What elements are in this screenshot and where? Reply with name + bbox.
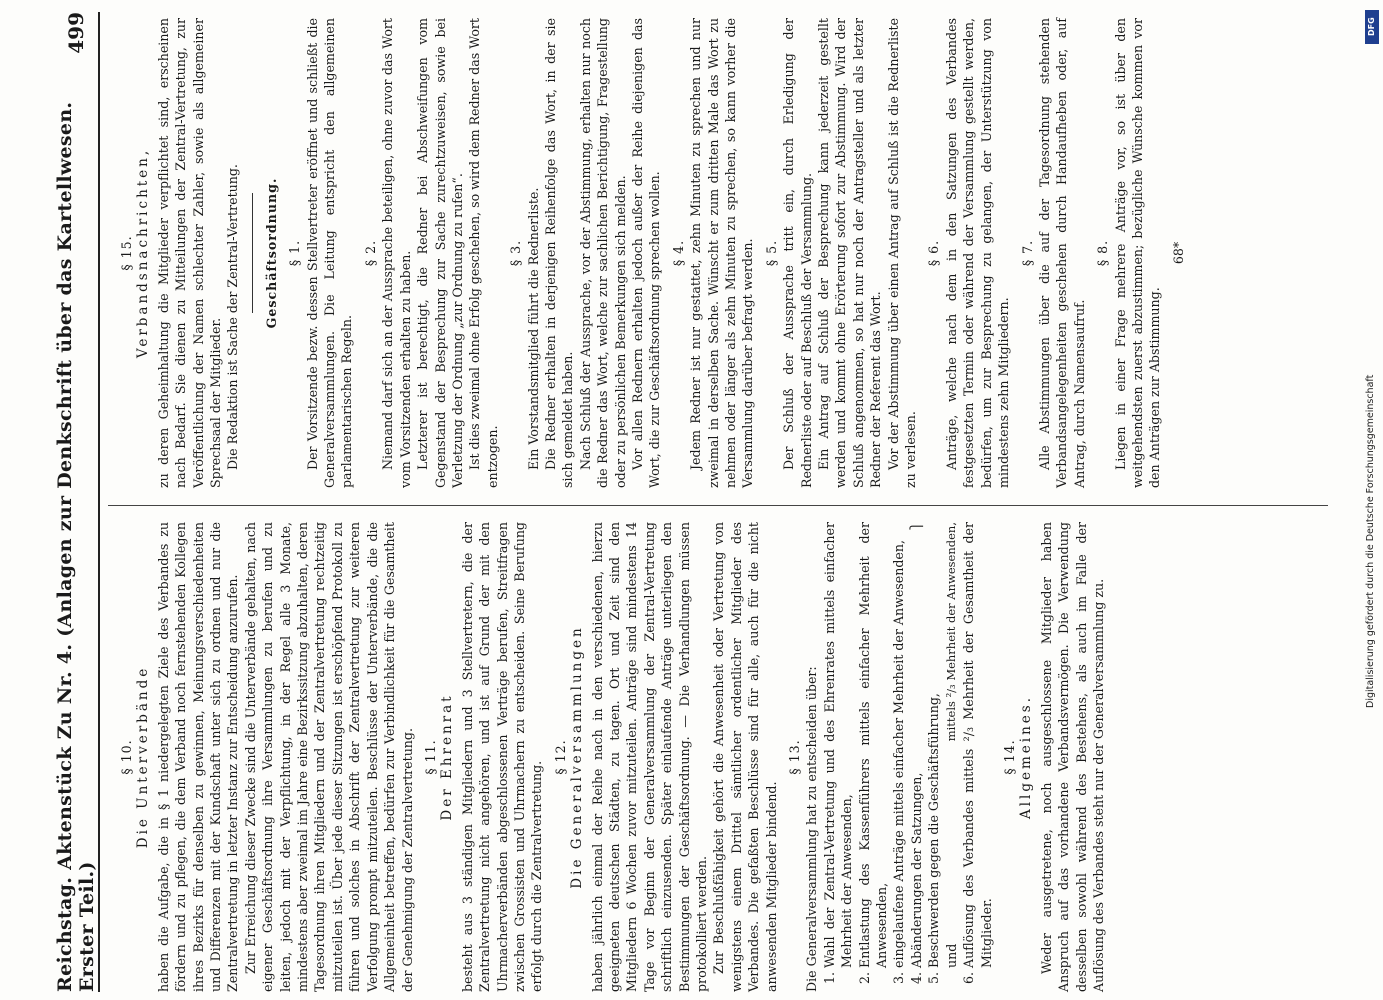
list-item: 3. eingelaufene Anträge mittels einfacher Mehrheit der Anwesenden, [890, 522, 907, 968]
page-header [54, 12, 100, 992]
paragraph: Die Generalversammlung hat zu entscheiden über: [804, 666, 820, 992]
list-item: 5. Beschwerden gegen die Geschäftsführung, mittels ²/₃ Mehrheit der Anwesenden, [925, 522, 942, 968]
paragraph: Vor allen Rednern erhalten jedoch außer der Reihe diejenigen das Wort, die zur Geschäftsordnung sprechen wollen. [629, 18, 663, 488]
section-title: Verbandsnachrichten, [135, 147, 152, 359]
section-number: § 10. [119, 739, 134, 775]
paragraph: haben die Aufgabe, die in § 1 niedergelegten Ziele des Verbandes zu fördern und zu pflegen, die dem Verband noch fernstehenden Kollegen ihres Bezirks für denselben zu gewinnen, Meinungsverschiedenheiten und Differenzen mit der Kundschaft unter sich zu ordnen und nur die Zentralvertretung in letzter Instanz zur Entscheidung anzurufen. [155, 522, 241, 992]
section-number: § 13. [787, 739, 803, 775]
paragraph: Zur Beschlußfähigkeit gehört die Anwesenheit oder Vertretung von wenigstens einem Drittel sämtlicher ordentlicher Mitglieder des Verbandes. Die gefaßten Beschlüsse sind für alle, auch für die nicht anwesenden Mitglieder bindend. [711, 522, 779, 992]
separator-rule [252, 193, 253, 313]
paragraph: Weder ausgetretene, noch ausgeschlossene Mitglieder haben Anspruch auf das vorhandene Verbandsvermögen. Die Verwendung desselben sowohl während des Bestehens, als auch im Falle der Auflösung des Verbandes steht nur der Generalversammlung zu. [1038, 522, 1106, 992]
paragraph: Ein Vorstandsmitglied führt die Rednerliste. [525, 187, 541, 470]
section-number: § 2. [362, 239, 378, 267]
signature-mark: 68* [1170, 241, 1186, 265]
paragraph: Nach Schluß der Aussprache, vor der Abstimmung, erhalten nur noch die Redner das Wort, welche zur sachlichen Berichtigung, Fragestellung oder zu persönlichen Bemerkungen sich melden. [577, 18, 628, 488]
section-title: Die Generalversammlungen [569, 625, 586, 889]
paragraph: haben jährlich einmal der Reihe nach in den verschiedenen, hierzu geeigneten deutschen Städten, zu tagen. Ort und Zeit sind den Mitgliedern 6 Wochen zuvor mitzuteilen. Anträge sind mindestens 14 Tage vor Beginn der Generalversammlung der Zentral-Vertretung schriftlich einzusenden. Später einlaufende Anträge unterliegen den Bestimmungen der Geschäftsordnung. — Die Verhandlungen müssen protokolliert werden. [589, 522, 709, 992]
rules-heading: Geschäftsordnung. [263, 177, 279, 329]
digitization-stamp [1365, 4, 1379, 1000]
right-column [112, 18, 1187, 488]
section-number: § 11. [422, 739, 438, 775]
section-number: § 1. [287, 239, 303, 267]
section-number: § 6. [926, 239, 942, 267]
decision-list [821, 522, 958, 992]
list-item: 1. Wahl der Zentral-Vertretung und des Ehrenrates mittels einfacher Mehrheit der Anwesenden, [821, 522, 856, 968]
list-item: 4. Abänderungen der Satzungen, ⎫ [908, 522, 925, 968]
conjunction: und [943, 943, 959, 968]
paragraph: Zur Erreichung dieser Zwecke sind die Unterverbände gehalten, nach eigener Geschäftsordnung ihre Versammlungen zu berufen und zu leiten, jedoch mit der Verpflichtung, in der Regel alle 3 Monate, mindestens aber zweimal im Jahre eine Bezirkssitzung abzuhalten, deren Tagesordnung ihren Mitgliedern und der Zentralvertretung rechtzeitig mitzuteilen ist. Über jede dieser Sitzungen ist erschöpfend Protokoll zu führen und solches in Abschrift der Zentralvertretung zur weiteren Verfolgung prompt mitzuteilen. Beschlüsse der Unterverbände, die die Allgemeinheit betreffen, bedürfen zur Verbindlichkeit für die Gesamtheit der Genehmigung der Zentralvertretung. [242, 522, 415, 992]
paragraph: Die Redner erhalten in derjenigen Reihenfolge das Wort, in der sie sich gemeldet haben. [542, 18, 576, 488]
left-column [112, 522, 1107, 992]
section-title: Allgemeines. [1018, 694, 1035, 820]
paragraph: Die Redaktion ist Sache der Zentral-Vertretung. [225, 164, 241, 470]
paragraph: Vor der Abstimmung über einen Antrag auf Schluß ist die Rednerliste zu verlesen. [885, 18, 919, 488]
paragraph: Liegen in einer Frage mehrere Anträge vor, so ist über den weitgehendsten zuerst abzustimmen; bezügliche Wünsche kommen vor den Anträgen zur Abstimmung. [1112, 18, 1163, 488]
list-item: 6. Auflösung des Verbandes mittels ²/₃ Mehrheit der Gesamtheit der Mitglieder. [960, 522, 995, 968]
section-number: § 7. [1019, 239, 1035, 267]
section-title: Der Ehrenrat [439, 693, 456, 821]
section-number: § 12. [552, 739, 568, 775]
paragraph: besteht aus 3 ständigen Mitgliedern und 3 Stellvertretern, die der Zentralvertretung nicht angehören, und ist auf Grund der mit den Uhrmacherverbänden abgeschlossenen Verträge berufen, Streitfragen zwischen Grossisten und Uhrmachern zu entscheiden. Seine Berufung erfolgt durch die Zentralvertretung. [459, 522, 545, 992]
section-number: § 15. [119, 235, 134, 271]
paragraph: Alle Abstimmungen über die auf der Tagesordnung stehenden Verbandsangelegenheiten geschehen durch Handaufheben oder, auf Antrag, durch Namensaufruf. [1036, 18, 1087, 488]
page-number: 499 [64, 12, 88, 54]
paragraph: Ist dies zweimal ohne Erfolg geschehen, so wird dem Redner das Wort entzogen. [467, 18, 500, 488]
section-title: Die Unterverbände [135, 665, 152, 849]
digitization-note: Digitalisierung gefördert durch die Deutsche Forschungsgemeinschaft [1365, 374, 1376, 708]
paragraph: Der Vorsitzende bezw. dessen Stellvertreter eröffnet und schließt die Generalversammlungen. Die Leitung entspricht den allgemeinen parlamentarischen Regeln. [304, 18, 355, 488]
paragraph: Ein Antrag auf Schluß der Besprechung kann jederzeit gestellt werden und kommt ohne Erörterung sofort zur Abstimmung. Wird der Schluß angenommen, so hat nur noch der Antragsteller und als letzter Redner der Referent das Wort. [816, 18, 884, 488]
column-divider [108, 505, 1328, 506]
paragraph: Anträge, welche nach dem in den Satzungen des Verbandes festgesetzten Termin oder während der Versammlung gestellt werden, bedürfen, um zur Besprechung zu gelangen, der Unterstützung von mindestens zehn Mitgliedern. [943, 18, 1012, 488]
dfg-logo-icon: DFG [1365, 10, 1379, 44]
paragraph: zu deren Geheimhaltung die Mitglieder verpflichtet sind, erscheinen nach Bedarf. Sie dienen zu Mitteilungen der Zentral-Vertretung, zur Veröffentlichung der Namen schlechter Zahler, sowie als allgemeiner Sprechsaal der Mitglieder. [155, 18, 224, 488]
rotated-page-content [50, 0, 1340, 1000]
running-head: Reichstag. Aktenstück Zu Nr. 4. (Anlagen zur Denkschrift über das Kartellwesen. Erster Teil.) [54, 101, 98, 992]
paragraph: Niemand darf sich an der Aussprache beteiligen, ohne zuvor das Wort vom Vorsitzenden erhalten zu haben. [380, 18, 413, 488]
decision-list-cont [960, 522, 995, 992]
paragraph: Der Schluß der Aussprache tritt ein, durch Erledigung der Rednerliste oder auf Beschluß der Versammlung. [781, 18, 814, 488]
paragraph: Jedem Redner ist nur gestattet, zehn Minuten zu sprechen und nur zweimal in derselben Sache. Wünscht er zum dritten Male das Wort zu nehmen oder länger als zehn Minuten zu sprechen, so kann vorher die Versammlung darüber befragt werden. [688, 18, 756, 488]
section-number: § 3. [508, 239, 524, 267]
section-number: § 5. [763, 239, 779, 267]
section-number: § 4. [670, 239, 686, 267]
paragraph: Letzterer ist berechtigt, die Redner bei Abschweifungen vom Gegenstand der Besprechung zur Sache zurechtzuweisen, sowie bei Verletzung der Ordnung „zur Ordnung zu rufen“. [415, 18, 465, 488]
bracket-note: mittels ²/₃ Mehrheit der Anwesenden, [943, 522, 958, 742]
list-item: 2. Entlastung des Kassenführers mittels einfacher Mehrheit der Anwesenden, [856, 522, 891, 968]
section-number: § 8. [1095, 239, 1111, 267]
section-number: § 14. [1001, 739, 1017, 775]
